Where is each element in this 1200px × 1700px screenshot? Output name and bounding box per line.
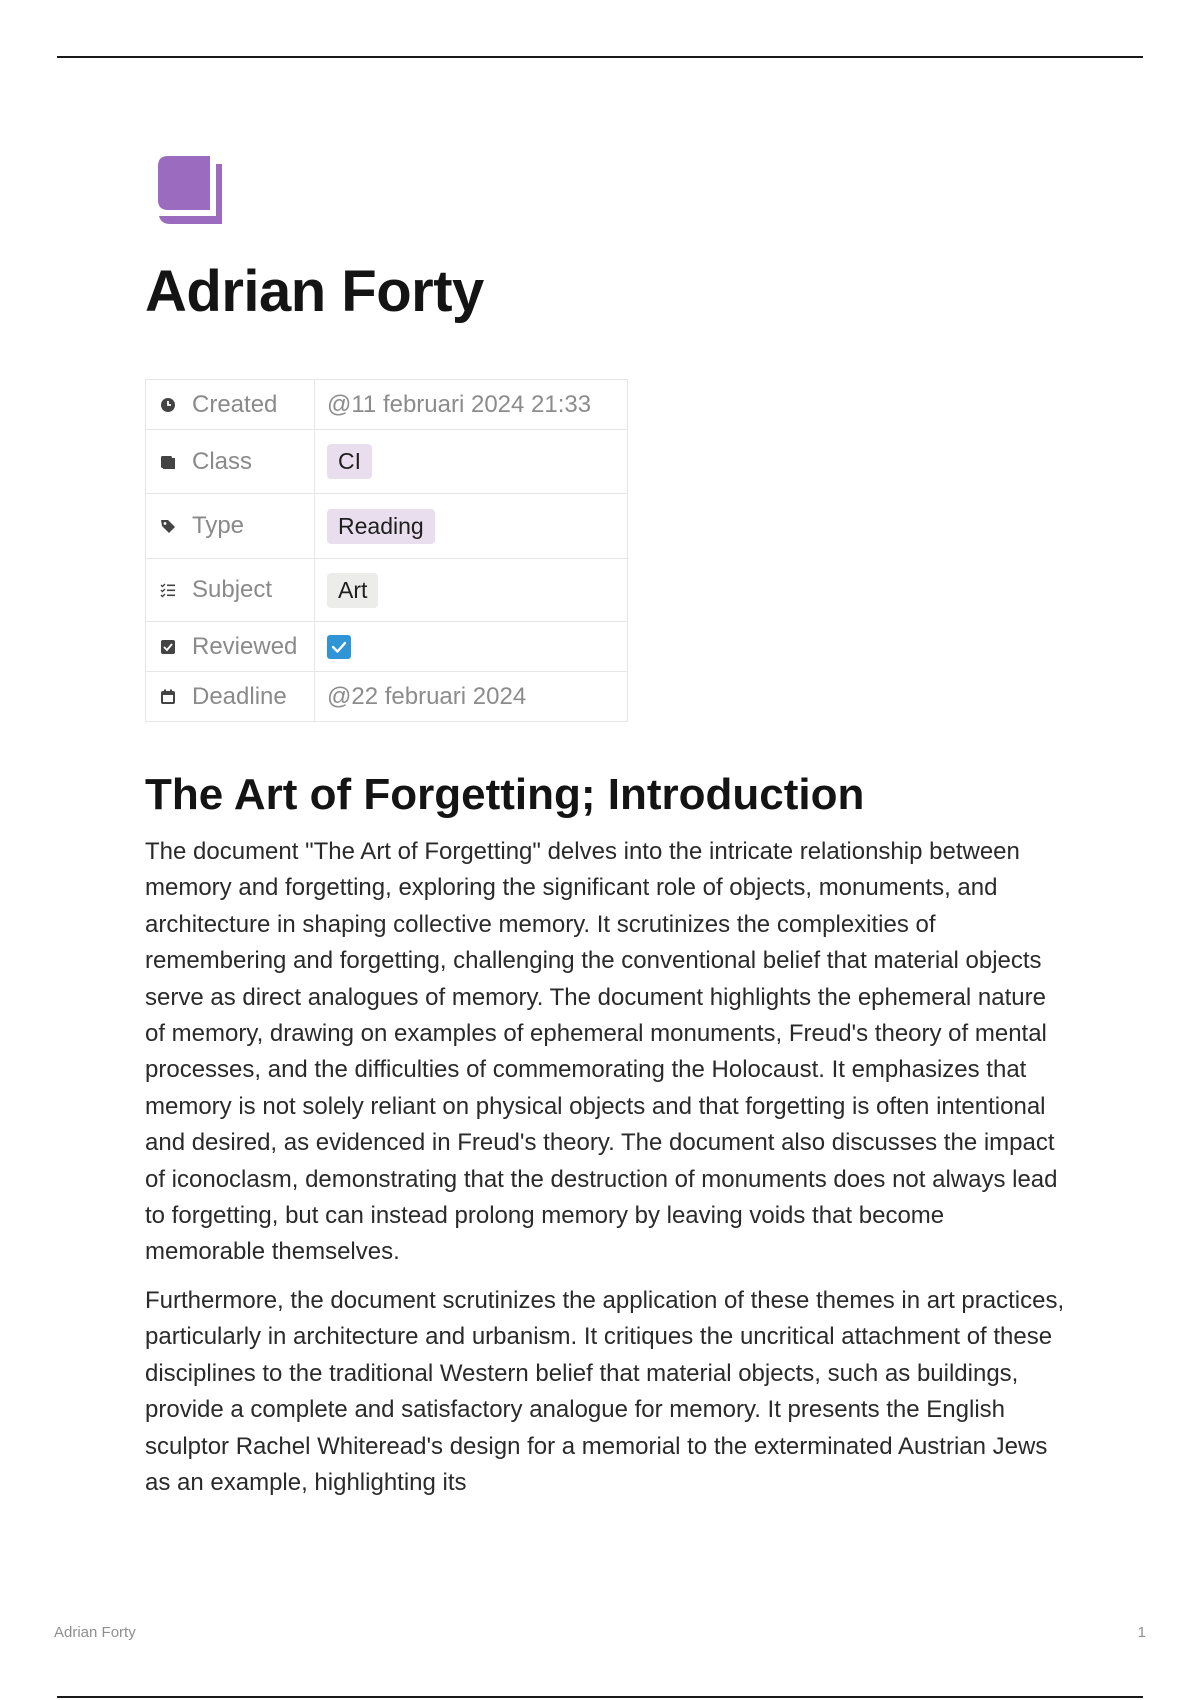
property-row-deadline — [146, 672, 628, 722]
property-row-subject — [146, 559, 628, 622]
property-row-created — [146, 380, 628, 430]
section-heading: The Art of Forgetting; Introduction — [145, 770, 865, 819]
footer-doc-name: Adrian Forty — [54, 1624, 136, 1641]
calendar-icon — [160, 689, 176, 705]
property-key — [146, 672, 315, 722]
property-key — [146, 430, 315, 494]
checklist-icon — [160, 582, 176, 598]
page-title: Adrian Forty — [145, 259, 484, 324]
property-key-label: Type — [192, 512, 245, 539]
deadline-value[interactable]: @22 februari 2024 — [315, 672, 628, 722]
footer-page-number: 1 — [1137, 1624, 1146, 1641]
property-row-type — [146, 494, 628, 559]
property-key-label: Created — [192, 390, 278, 418]
body-text — [145, 834, 1065, 1513]
property-key-label: Subject — [192, 576, 273, 603]
tag-icon — [160, 518, 176, 534]
properties-table — [145, 379, 628, 722]
property-key — [146, 622, 315, 672]
reviewed-checkbox[interactable] — [327, 635, 351, 659]
paragraph: Furthermore, the document scrutinizes the application of these themes in art practices, particularly in architecture and urbanism. It critiques the uncritical attachment of these disciplines to the traditional Western belief that material objects, such as buildings, provide a complete and satisfactory analogue for memory. It presents the English sculptor Rachel Whiteread's design for a memorial to the exterminated Austrian Jews as an example, highlighting its — [145, 1286, 1065, 1496]
bottom-rule — [57, 1696, 1143, 1698]
checkmark-icon — [329, 637, 349, 657]
property-key-label: Class — [192, 447, 253, 475]
created-value[interactable]: @11 februari 2024 21:33 — [315, 380, 628, 430]
paragraph: The document "The Art of Forgetting" delves into the intricate relationship between memory and forgetting, exploring the significant role of objects, monuments, and architecture in shaping collective memory. It scrutinizes the complexities of remembering and forgetting, challenging the conventional belief that material objects serve as direct analogues of memory. The document highlights the ephemeral nature of memory, drawing on examples of ephemeral monuments, Freud's theory of mental processes, and the difficulties of commemorating the Holocaust. It emphasizes that memory is not solely reliant on physical objects and that forgetting is often intentional and desired, as evidenced in Freud's theory. The document also discusses the impact of iconoclasm, demonstrating that the destruction of monuments does not always lead to forgetting, but can instead prolong memory by leaving voids that become memorable themselves. — [145, 838, 1058, 1266]
clock-icon — [160, 397, 176, 413]
type-tag[interactable]: Reading — [327, 509, 435, 544]
property-key — [146, 494, 315, 559]
book-icon — [160, 454, 176, 470]
property-row-class — [146, 430, 628, 494]
top-rule — [57, 56, 1143, 58]
subject-tag[interactable]: Art — [327, 573, 378, 608]
class-tag[interactable]: CI — [327, 444, 372, 479]
checkbox-icon — [160, 639, 176, 655]
property-key-label: Reviewed — [192, 632, 298, 660]
property-key — [146, 559, 315, 622]
property-key — [146, 380, 315, 430]
property-key-label: Deadline — [192, 682, 287, 710]
property-row-reviewed — [146, 622, 628, 672]
book-stack-icon — [158, 156, 222, 224]
